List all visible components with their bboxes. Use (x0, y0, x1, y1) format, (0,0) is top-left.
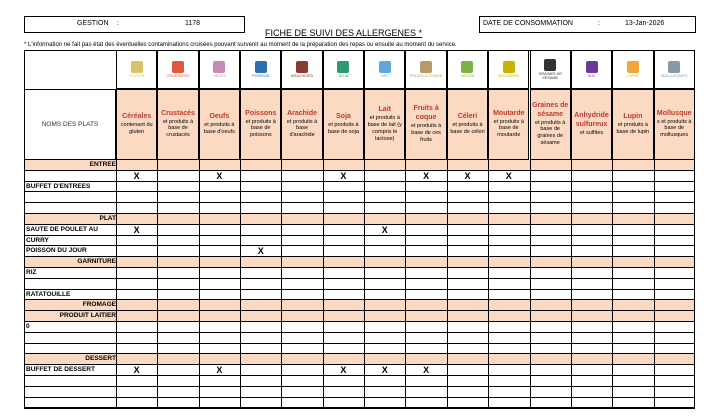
allergen-name: Graines de sésame (532, 102, 569, 118)
dish-name: CURRY (26, 236, 49, 244)
allergen-name: Céréales (122, 113, 152, 121)
allergen-description: s et produits à base de mollusques (656, 118, 692, 139)
allergen-description: et produits à base de céleri (450, 122, 485, 135)
allergen-icon-caption: LUPIN (627, 73, 639, 78)
allergen-icon-caption: FRUITS À COQUE (409, 73, 443, 78)
date-separator: : (598, 20, 600, 27)
allergen-mark: X (381, 365, 388, 376)
allergen-description: et produits à base de moutarde (493, 118, 524, 139)
allergen-mark: X (133, 224, 140, 235)
allergen-mark: X (423, 365, 430, 376)
allergen-mark: X (257, 246, 264, 257)
gestion-box (24, 16, 245, 33)
page-title: FICHE DE SUIVI DES ALLERGENES * (265, 28, 423, 38)
allergen-mark: X (464, 170, 471, 181)
allergen-name: Céleri (457, 113, 478, 121)
gestion-label: GESTION (77, 20, 109, 27)
section-label: DESSERT (85, 355, 116, 363)
section-label: PLAT (99, 215, 116, 222)
allergen-icon-caption: POISSON (252, 73, 270, 78)
allergen-name: Lupin (623, 113, 643, 121)
allergen-mark: X (133, 365, 140, 376)
allergen-description: contenant du gluten (120, 122, 153, 135)
allergen-icon-caption: CÉLERI (460, 73, 475, 78)
allergen-mark: X (423, 170, 430, 181)
dish-name: RIZ (26, 269, 37, 276)
allergen-mark: X (216, 170, 223, 181)
allergen-name: Oeufs (209, 113, 230, 121)
allergen-name: Arachide (287, 109, 318, 117)
dish-name: 0 (26, 323, 30, 330)
allergen-mark: X (505, 170, 512, 181)
allergen-description: et produits à base de soja (327, 122, 360, 135)
allergen-name: Mollusque (656, 109, 692, 117)
allergen-description: et produits à base de lait (y compris le lactose) (367, 115, 402, 142)
allergen-mark: X (340, 170, 347, 181)
allergen-name: Moutarde (493, 109, 525, 117)
dish-name: BUFFET DE DESSERT (26, 366, 95, 374)
allergen-icon-caption: ARACHIDES (290, 73, 314, 78)
allergen-description: et produits à base de crustacés (162, 118, 194, 139)
allergen-icon-caption: CRUSTACÉS (166, 73, 190, 78)
section-label: ENTREE (89, 161, 116, 168)
allergen-icon-caption: LAIT (380, 73, 389, 78)
gestion-value: 1178 (185, 20, 201, 27)
dish-name: RATATOUILLE (26, 290, 71, 298)
date-value: 13-Jan-2026 (625, 20, 665, 27)
allergen-icon-caption: MOUTARDE (498, 73, 520, 78)
allergen-icon-caption: MOLLUSQUES (661, 73, 688, 78)
allergen-icon-caption: GRAINES DE SÉSAME (538, 71, 562, 80)
allergen-mark: X (133, 170, 140, 181)
allergen-name: Crustacés (161, 109, 195, 117)
allergen-mark: X (216, 365, 223, 376)
gestion-separator: : (117, 20, 119, 27)
allergen-description: et produits à base d'oeufs (203, 122, 235, 135)
dish-name: SAUTE DE POULET AU (26, 225, 98, 233)
allergen-name: Anhydride sulfureux (574, 112, 609, 129)
allergen-icon-caption: SOJA (338, 73, 349, 78)
allergen-description: et sulfites (579, 129, 604, 136)
dish-name: BUFFET D'ENTREES (26, 182, 91, 190)
section-label: FROMAGE (82, 301, 116, 309)
grid-border (24, 50, 695, 409)
allergen-description: et produits à base de poissons (245, 118, 276, 139)
section-label: PRODUIT LAITIER (59, 312, 116, 320)
date-label: DATE DE CONSOMMATION (483, 20, 573, 27)
allergen-name: Poissons (245, 109, 277, 117)
allergen-description: et produits à base de graines de sésame (535, 119, 566, 147)
allergen-grid (24, 50, 695, 409)
date-box (479, 16, 696, 33)
allergen-description: et produits à base de lupin (616, 122, 650, 135)
allergen-name: Fruits à coque (413, 105, 439, 122)
allergen-icon-caption: OEUFS (212, 73, 226, 78)
allergen-icon-caption: GLUTEN (128, 73, 145, 78)
allergen-description: et produits à base d'arachide (286, 118, 318, 139)
allergen-mark: X (340, 365, 347, 376)
section-label: GARNITURE (77, 258, 116, 266)
allergen-mark: X (381, 224, 388, 235)
dish-name: POISSON DU JOUR (26, 247, 87, 255)
dish-names-header: NOMS DES PLATS (24, 89, 116, 160)
allergen-description: et produits à base de ces fruits (410, 122, 442, 143)
allergen-name: Lait (378, 106, 391, 114)
allergen-icon-caption: SO2 (587, 73, 596, 78)
disclaimer-note: * L'information ne fait pas état des éventuelles contaminations croisées pouvant survenir au moment de la préparation des repas ou ensuite au moment du service. (24, 42, 457, 48)
allergen-name: Soja (336, 113, 351, 121)
